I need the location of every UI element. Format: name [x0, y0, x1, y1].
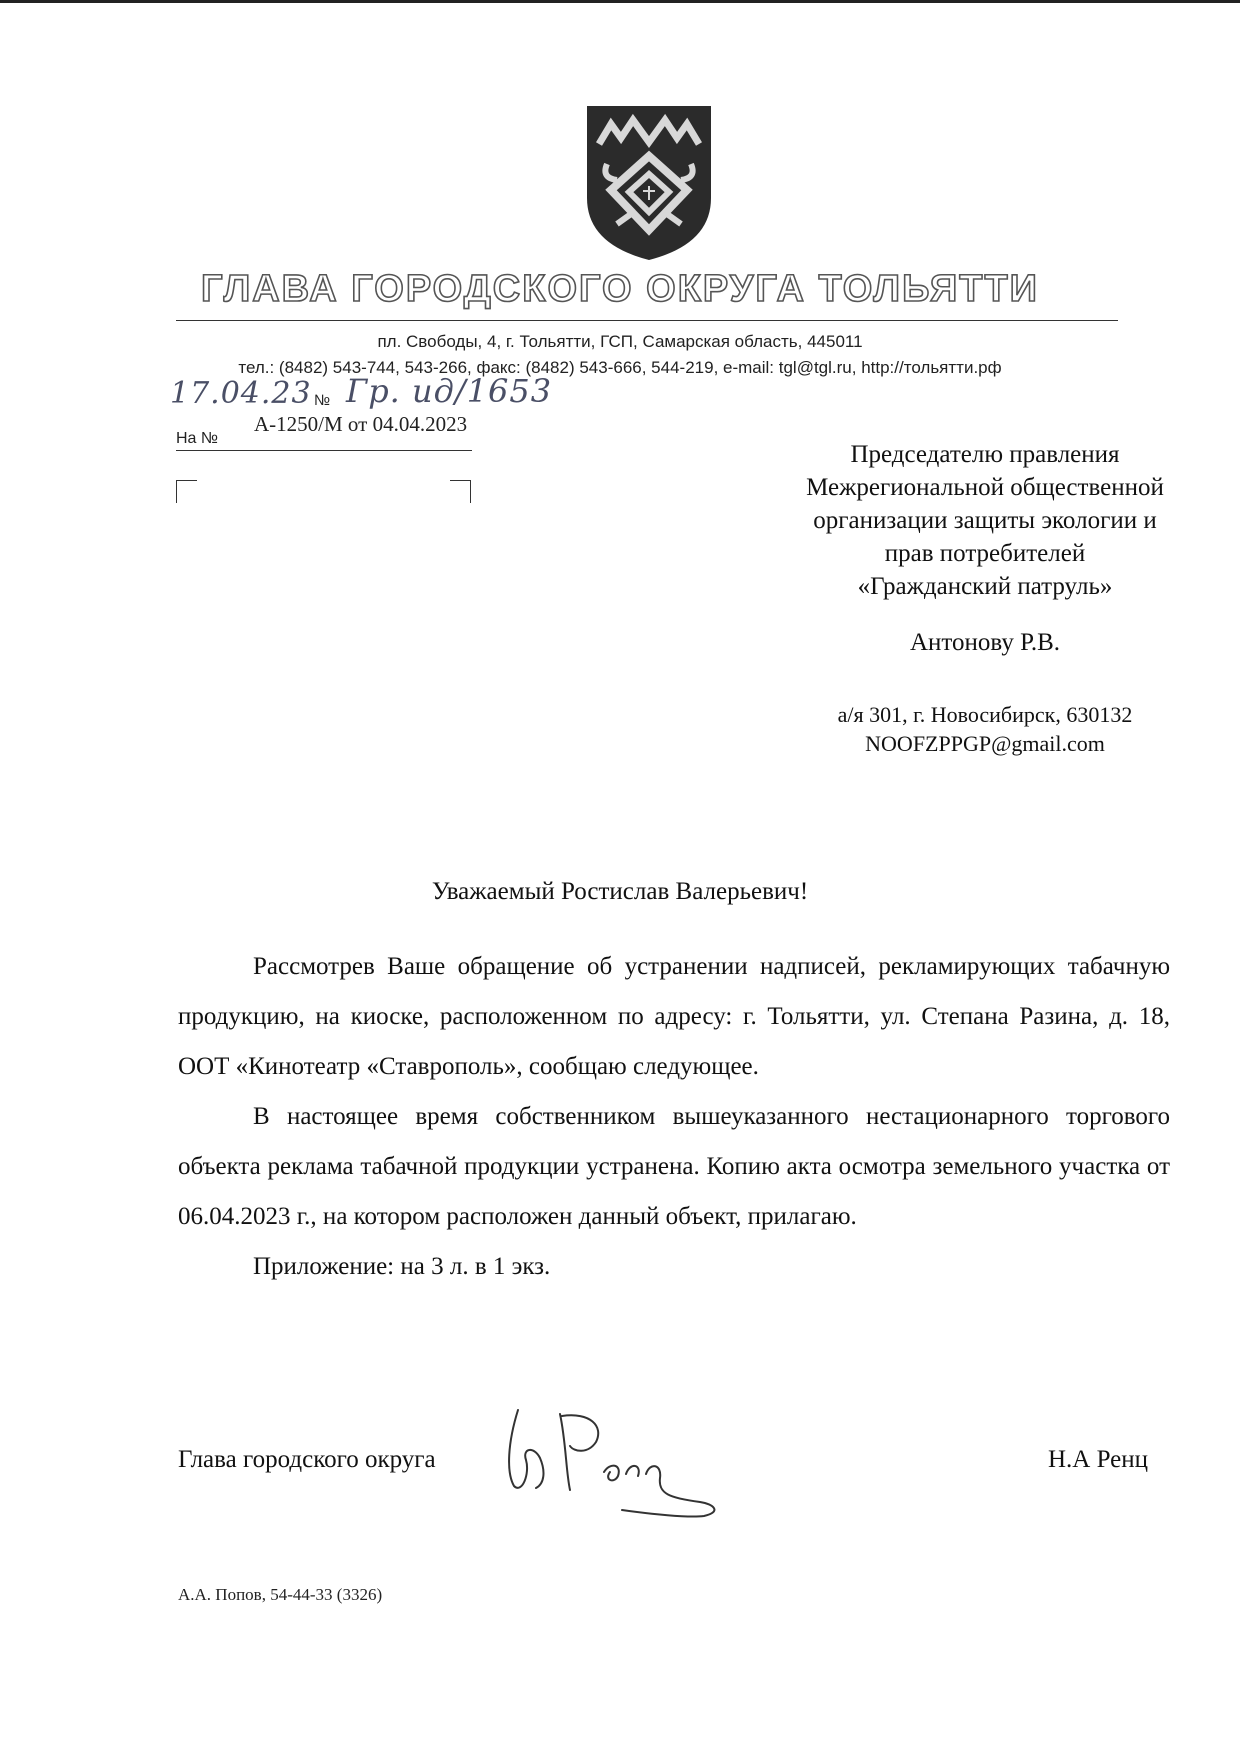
reference-underline — [176, 450, 472, 451]
recipient-line: организации защиты экологии и — [813, 507, 1157, 534]
recipient-postal-address: а/я 301, г. Новосибирск, 630132 — [837, 702, 1133, 727]
body-paragraph: В настоящее время собственником вышеуказанного нестационарного торгового объекта реклама табачной продукции устранена. Копию акта осмотра земельного участка от 06.04.2023 г., на котором расположен данный объект, прилагаю. — [178, 1103, 1170, 1230]
recipient-name: Антонову Р.В. — [909, 629, 1061, 656]
letter-body — [178, 942, 1170, 1292]
handwritten-date: 17.04.23 — [170, 376, 312, 411]
recipient-line: «Гражданский патруль» — [857, 573, 1113, 600]
attachment-note: Приложение: на 3 л. в 1 экз. — [253, 1253, 551, 1280]
salutation: Уважаемый Ростислав Валерьевич! — [431, 878, 809, 905]
signer-title: Глава городского округа — [178, 1446, 436, 1473]
recipient-line: Председателю правления — [850, 441, 1120, 468]
recipient-line: прав потребителей — [884, 540, 1086, 567]
number-label: № — [314, 392, 331, 409]
address-corner-right — [450, 480, 471, 503]
header-divider — [176, 320, 1118, 321]
body-paragraph: Рассмотрев Ваше обращение об устранении надписей, рекламирующих табачную продукцию, на киоске, расположенном по адресу: г. Тольятти, ул. Степана Разина, д. 18, ООТ «Кинотеатр «Ставрополь», сообщаю следующее. — [178, 953, 1170, 1080]
organization-address: пл. Свободы, 4, г. Тольятти, ГСП, Самарская область, 445011 — [377, 332, 863, 351]
recipient-block — [760, 438, 1210, 656]
handwritten-signature — [500, 1402, 760, 1522]
recipient-email: NOOFZPPGP@gmail.com — [865, 731, 1105, 756]
reply-label: На № — [176, 430, 219, 447]
recipient-address — [760, 700, 1210, 758]
reply-reference: А-1250/М от 04.04.2023 — [254, 412, 468, 436]
recipient-line: Межрегиональной общественной — [806, 474, 1164, 501]
signer-name: Н.А Ренц — [1048, 1446, 1149, 1473]
address-corner-left — [176, 480, 197, 503]
organization-contacts: тел.: (8482) 543-744, 543-266, факс: (8482) 543-666, 544-219, e-mail: tgl@tgl.ru, http://тольятти.рф — [238, 358, 1002, 377]
coat-of-arms-icon — [587, 106, 711, 260]
executor-contact: А.А. Попов, 54-44-33 (3326) — [178, 1585, 383, 1604]
handwritten-number: Гр. ид/1653 — [346, 372, 553, 410]
scan-top-edge — [0, 0, 1240, 3]
organization-title: ГЛАВА ГОРОДСКОГО ОКРУГА ТОЛЬЯТТИ — [200, 268, 1039, 310]
